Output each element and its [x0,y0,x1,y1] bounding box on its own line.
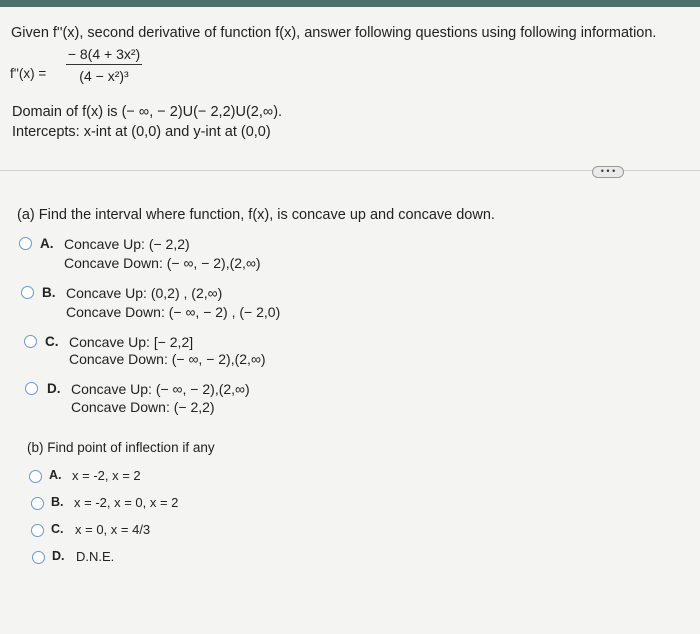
part-a-option-d-radio[interactable] [25,382,38,395]
part-a-option-c-letter: C. [45,334,59,349]
part-a-option-d-line2[interactable]: Concave Down: (− 2,2) [71,399,215,415]
formula-denominator: (4 − x²)³ [79,68,129,84]
part-b-option-b-letter: B. [51,495,64,509]
fraction-bar [66,64,142,65]
part-a-option-b-line2[interactable]: Concave Down: (− ∞, − 2) , (− 2,0) [66,304,281,320]
part-a-option-a-line2[interactable]: Concave Down: (− ∞, − 2),(2,∞) [64,255,261,271]
part-a-option-c-line1[interactable]: Concave Up: [− 2,2] [69,334,194,350]
part-b-option-b-radio[interactable] [31,497,44,510]
part-a-option-b-radio[interactable] [21,286,34,299]
part-a-question: (a) Find the interval where function, f(x), is concave up and concave down. [17,207,495,223]
expand-more-button[interactable]: • • • [592,166,624,178]
intercepts-text: Intercepts: x-int at (0,0) and y-int at (0,0) [12,124,271,140]
part-a-option-b-letter: B. [42,285,56,300]
top-accent-bar [0,0,700,7]
part-a-option-b-line1[interactable]: Concave Up: (0,2) , (2,∞) [66,285,223,301]
part-b-question: (b) Find point of inflection if any [27,440,215,455]
part-a-option-d-letter: D. [47,381,61,396]
part-b-option-d-text[interactable]: D.N.E. [76,549,115,564]
part-a-option-c-line2[interactable]: Concave Down: (− ∞, − 2),(2,∞) [69,351,266,367]
part-b-option-c-letter: C. [51,522,64,536]
formula-lhs: f''(x) = [10,66,47,81]
part-a-option-a-line1[interactable]: Concave Up: (− 2,2) [64,236,190,252]
part-a-option-c-radio[interactable] [24,335,37,348]
part-a-option-a-letter: A. [40,236,54,251]
part-b-option-b-text[interactable]: x = -2, x = 0, x = 2 [74,495,179,510]
part-b-option-a-letter: A. [49,468,62,482]
problem-intro: Given f''(x), second derivative of function f(x), answer following questions using following information. [11,25,657,41]
part-a-option-d-line1[interactable]: Concave Up: (− ∞, − 2),(2,∞) [71,381,250,397]
part-b-option-c-radio[interactable] [31,524,44,537]
part-b-option-d-radio[interactable] [32,551,45,564]
formula-fraction [66,46,142,84]
part-b-option-c-text[interactable]: x = 0, x = 4/3 [75,522,151,537]
part-b-option-a-text[interactable]: x = -2, x = 2 [72,468,141,483]
part-b-option-d-letter: D. [52,549,65,563]
formula-numerator: − 8(4 + 3x²) [67,46,141,62]
part-a-option-a-radio[interactable] [19,237,32,250]
domain-text: Domain of f(x) is (− ∞, − 2)U(− 2,2)U(2,∞). [12,104,283,120]
part-b-option-a-radio[interactable] [29,470,42,483]
